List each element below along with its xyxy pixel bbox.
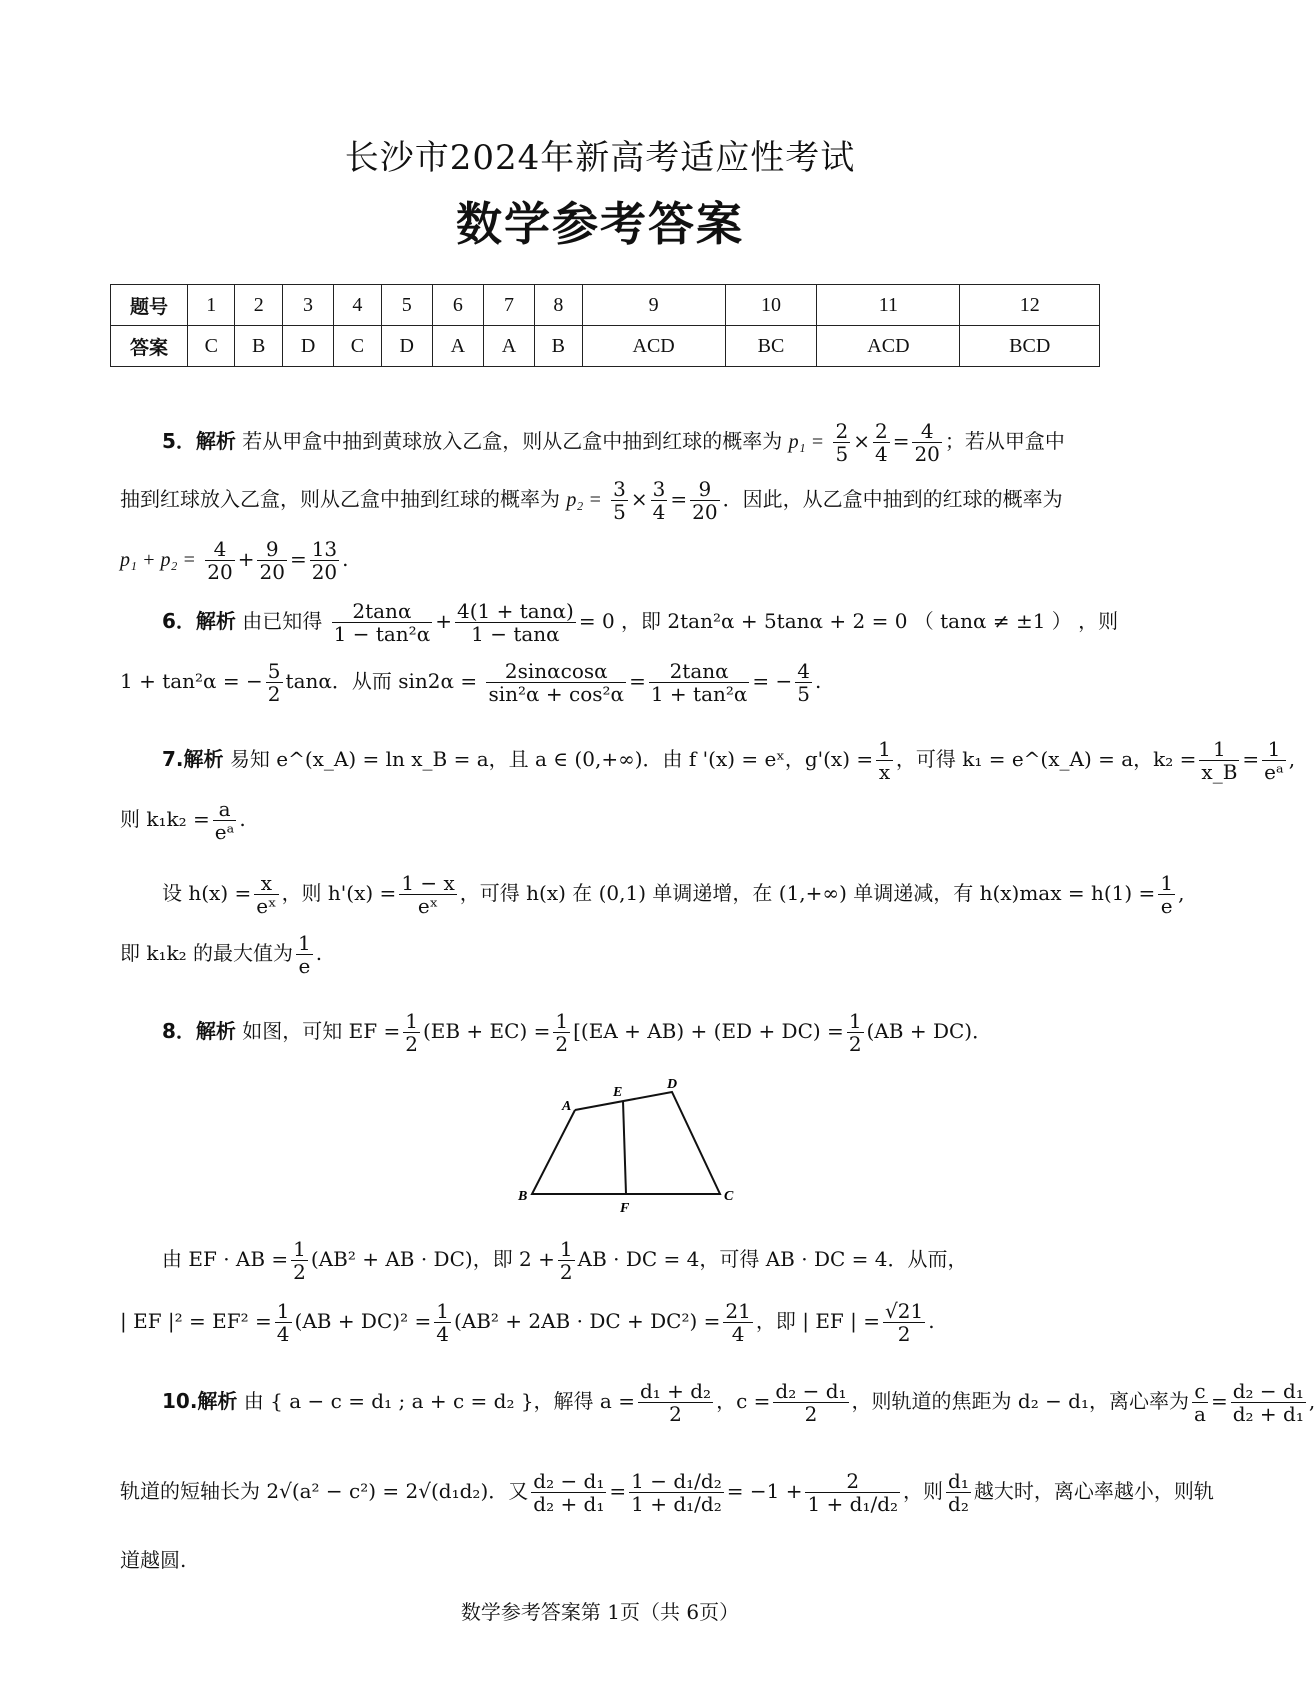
answer-cell: D [381,326,432,367]
q8-line-3: | EF |² = EF² = $\frac{1}{4}$ (AB + DC)² = $\frac{1}{4}$ (AB² + 2AB · DC + DC²) = $\frac{21}{4}$ ，即 | EF | = $\frac{√21}{2}$ . [120,1299,935,1346]
question-number: 10 [725,285,817,326]
q5-label: 5．解析 [162,429,236,453]
answer-cell: B [535,326,582,367]
q5-line-2: 抽到红球放入乙盒，则从乙盒中抽到红球的概率为 p₂ = $\frac{3}{5}$ × $\frac{3}{4}$ = $\frac{9}{20}$ ．因此，从乙盒中抽到的红球的概率为 [120,477,1063,524]
fraction: $\frac{1}{2}$ [848,1009,862,1056]
answer-cell: ACD [817,326,960,367]
fraction: $\frac{13}{20}$ [311,537,338,584]
q7-text: ，则 h'(x) = [281,881,397,905]
fraction: $\frac{4}{20}$ [914,419,940,466]
fraction: $\frac{2}{\text{1 + d₁/d₂}}$ [807,1469,899,1516]
answer-cell: BCD [960,326,1100,367]
fraction: $\frac{1}{x\_B}$ [1201,737,1238,784]
answer-cell: C [334,326,381,367]
fraction: $\frac{1}{2}$ [555,1009,569,1056]
table-row-numbers [111,285,1100,326]
q6-text: tanα．从而 sin2α = [285,669,478,693]
answer-cell: A [432,326,483,367]
fraction: $\frac{1}{4}$ [436,1299,449,1346]
fraction: $\frac{2\tan\alpha}{\text{1 + tan²α}}$ [650,659,748,706]
q5-text: 抽到红球放入乙盒，则从乙盒中抽到红球的概率为 [120,487,560,511]
q8-line-1 [162,1010,1142,1055]
answer-cell: A [483,326,534,367]
q7-label: 7.解析 [162,747,224,771]
answer-cell: C [188,326,235,367]
fraction: $\frac{\text{1 − d₁/d₂}}{\text{1 + d₁/d₂}}$ [631,1469,722,1516]
fraction: $\frac{2\sin\alpha\cos\alpha}{\text{sin²α + cos²α}}$ [488,659,625,706]
q10-line-3 [120,1548,1100,1572]
fraction: $\frac{3}{5}$ [613,477,626,524]
fraction: $\frac{√21}{2}$ [885,1299,924,1346]
q6-line-2: 1 + tan²α = − $\frac{5}{2}$ tanα．从而 sin2α = $\frac{2\sin\alpha\cos\alpha}{\text{sin²α + cos²α}}$ = $\frac{2\tan\alpha}{\text{1 + tan²α}}$ = − $\frac{4}{5}$ . [120,659,822,706]
question-number: 4 [334,285,381,326]
q5-text: 若从甲盒中抽到黄球放入乙盒，则从乙盒中抽到红球的概率为 [242,429,783,453]
q7-line-1: 7.解析 易知 e^(x_A) = ln x_B = a，且 a ∈ (0,+∞)．由 f '(x) = eˣ，g'(x) = $\frac{1}{x}$ ，可得 k₁ = e^(x_A) = a，k₂ = $\frac{1}{x\_B}$ = $\frac{1}{\text{eᵃ}}$ , [162,737,1296,784]
question-number: 1 [188,285,235,326]
fraction: $\frac{x}{\text{eˣ}}$ [256,871,277,918]
q10-text: ，则轨道的焦距为 d₂ − d₁，离心率为 [851,1389,1190,1413]
point-label-c: C [724,1189,734,1204]
question-number: 11 [817,285,960,326]
q5-math: p₁ + p₂ = [120,549,196,571]
q8-text: [(EA + AB) + (ED + DC) = [573,1019,844,1043]
q7-line-3: 设 h(x) = $\frac{x}{\text{eˣ}}$ ，则 h'(x) = $\frac{1 - x}{\text{eˣ}}$ ，可得 h(x) 在 (0,1) 单调递增，在 (1,+∞) 单调递减，有 h(x)max = h(1) = $\frac{1}{e}$ , [162,871,1185,918]
question-number: 6 [432,285,483,326]
q6-text: 由已知得 [242,609,323,633]
fraction: $\frac{4(1 + \tan\alpha)}{1 - \tan\alpha}$ [456,599,574,646]
q7-text: 则 k₁k₂ = [120,807,210,831]
q7-line-4: 即 k₁k₂ 的最大值为 $\frac{1}{e}$ . [120,931,323,978]
question-number: 8 [535,285,582,326]
q10-line-1: 10.解析 由 { a − c = d₁ ; a + c = d₂ }，解得 a = $\frac{\text{d₁ + d₂}}{2}$ ，c = $\frac{\text{d₂ − d₁}}{2}$ ，则轨道的焦距为 d₂ − d₁，离心率为 $\frac{c}{a}$ = $\frac{\text{d₂ − d₁}}{\text{d₂ + d₁}}$ , [162,1379,1315,1426]
page-subtitle: 数学参考答案 [456,197,744,251]
question-number: 2 [235,285,282,326]
q8-text: | EF |² = EF² = [120,1309,272,1333]
fraction: $\frac{21}{4}$ [725,1299,751,1346]
trapezoid-figure [510,1077,750,1220]
point-label-b: B [518,1189,528,1204]
q7-text: ，可得 k₁ = e^(x_A) = a，k₂ = [895,747,1197,771]
q6-text: = 0 ，即 2tan²α + 5tanα + 2 = 0 （ tanα ≠ ±1 ） ，则 [578,609,1119,633]
answer-cell: B [235,326,282,367]
q8-text: (AB + DC)² = [294,1309,432,1333]
q7-text: 易知 e^(x_A) = ln x_B = a，且 a ∈ (0,+∞)．由 f '(x) = eˣ，g'(x) = [229,747,874,771]
q7-line-2: 则 k₁k₂ = $\frac{a}{\text{eᵃ}}$ . [120,797,246,844]
q8-line-2 [162,1238,1142,1283]
q8-text: (AB² + AB · DC)，即 2 + [310,1247,555,1271]
q10-text: ，则 [903,1479,944,1503]
fraction: $\frac{2\tan\alpha}{\text{1 − tan²α}}$ [333,599,431,646]
fraction: $\frac{1}{e}$ [1160,871,1174,918]
q8-text: AB · DC = 4，可得 AB · DC = 4．从而， [577,1247,968,1271]
fraction: $\frac{4}{5}$ [797,659,810,706]
fraction: $\frac{3}{4}$ [652,477,666,524]
question-number: 7 [483,285,534,326]
q6-line-1: 6．解析 由已知得 $\frac{2\tan\alpha}{\text{1 − tan²α}}$ + $\frac{4(1 + \tan\alpha)}{1 - \tan\alpha}$ = 0 ，即 2tan²α + 5tanα + 2 = 0 （ tanα ≠ ±1 ） ，则 [162,599,1119,646]
q8-text: 如图，可知 EF = [242,1019,401,1043]
q10-text: 由 { a − c = d₁ ; a + c = d₂ }，解得 a = [243,1389,635,1413]
q5-line-1: 5．解析 若从甲盒中抽到黄球放入乙盒，则从乙盒中抽到红球的概率为 p₁ = $\frac{2}{5}$ × $\frac{2}{4}$ = $\frac{4}{20}$ ；若从甲盒中 [162,419,1065,466]
q10-text: 道越圆. [120,1548,187,1572]
fraction: $\frac{\text{d₁}}{\text{d₂}}$ [948,1469,969,1516]
q5-math: p₁ = [788,431,825,453]
point-label-f: F [620,1201,630,1216]
q8-text: (AB + DC)． [866,1019,993,1043]
fraction: $\frac{\text{d₂ − d₁}}{2}$ [775,1379,847,1426]
fraction: $\frac{9}{20}$ [259,537,285,584]
answer-table [110,284,1100,367]
q10-text: = −1 + [726,1479,803,1503]
row-label: 题号 [111,285,188,326]
q8-text: (EB + EC) = [422,1019,551,1043]
segment-ef [623,1101,626,1194]
q7-text: ，可得 h(x) 在 (0,1) 单调递增，在 (1,+∞) 单调递减，有 h(x)max = h(1) = [459,881,1156,905]
fraction: $\frac{4}{20}$ [207,537,233,584]
fraction: $\frac{1}{4}$ [276,1299,290,1346]
q6-text: 1 + tan²α = − [120,669,263,693]
q8-label: 8．解析 [162,1019,236,1043]
table-row-answers [111,326,1100,367]
q8-text: 由 EF · AB = [162,1247,289,1271]
point-label-e: E [613,1085,623,1100]
fraction: $\frac{\text{d₂ − d₁}}{\text{d₂ + d₁}}$ [1232,1379,1304,1426]
fraction: $\frac{1}{2}$ [559,1237,573,1284]
point-label-d: D [667,1077,678,1092]
answer-cell: BC [725,326,817,367]
question-number: 12 [960,285,1100,326]
fraction: $\frac{\text{d₁ + d₂}}{2}$ [639,1379,712,1426]
fraction: $\frac{1}{2}$ [405,1009,418,1056]
q5-text: ；若从甲盒中 [944,429,1065,453]
q5-math: p₂ = [566,489,602,511]
fraction: $\frac{\text{d₂ − d₁}}{\text{d₂ + d₁}}$ [533,1469,605,1516]
q5-text: ．因此，从乙盒中抽到的红球的概率为 [722,487,1063,511]
q10-line-2: 轨道的短轴长为 2√(a² − c²) = 2√(d₁d₂)．又 $\frac{\text{d₂ − d₁}}{\text{d₂ + d₁}}$ = $\frac{\text{1 − d₁/d₂}}{\text{1 + d₁/d₂}}$ = −1 + $\frac{2}{\text{1 + d₁/d₂}}$ ，则 $\frac{\text{d₁}}{\text{d₂}}$ 越大时，离心率越小，则轨 [120,1469,1214,1516]
q10-text: 轨道的短轴长为 2√(a² − c²) = 2√(d₁d₂)．又 [120,1479,529,1503]
fraction: $\frac{1 - x}{\text{eˣ}}$ [401,871,455,918]
fraction: $\frac{1}{x}$ [878,737,891,784]
fraction: $\frac{1}{e}$ [298,931,311,978]
fraction: $\frac{1}{2}$ [293,1237,306,1284]
page-footer: 数学参考答案第 1页（共 6页） [460,1600,740,1624]
q7-text: 设 h(x) = [162,881,252,905]
q10-text: ，c = [716,1389,771,1413]
point-label-a: A [562,1099,572,1114]
q7-text: 即 k₁k₂ 的最大值为 [120,941,293,965]
fraction: $\frac{2}{5}$ [835,419,849,466]
q6-label: 6．解析 [162,609,236,633]
q10-text: 越大时，离心率越小，则轨 [973,1479,1214,1503]
question-number: 5 [381,285,432,326]
answer-cell: ACD [582,326,725,367]
fraction: $\frac{5}{2}$ [267,659,281,706]
fraction: $\frac{c}{a}$ [1194,1379,1206,1426]
answer-cell: D [282,326,333,367]
question-number: 9 [582,285,725,326]
question-number: 3 [282,285,333,326]
fraction: $\frac{9}{20}$ [692,477,718,524]
page-title: 长沙市2024年新高考适应性考试 [344,138,856,178]
q8-text: ，即 | EF | = [755,1309,881,1333]
fraction: $\frac{1}{\text{eᵃ}}$ [1264,737,1284,784]
row-label: 答案 [111,326,188,367]
q5-line-3: p₁ + p₂ = $\frac{4}{20}$ + $\frac{9}{20}$ = $\frac{13}{20}$ . [120,537,349,584]
q8-text: (AB² + 2AB · DC + DC²) = [453,1309,721,1333]
q10-label: 10.解析 [162,1389,238,1413]
fraction: $\frac{a}{\text{eᵃ}}$ [214,797,235,844]
fraction: $\frac{2}{4}$ [874,419,888,466]
